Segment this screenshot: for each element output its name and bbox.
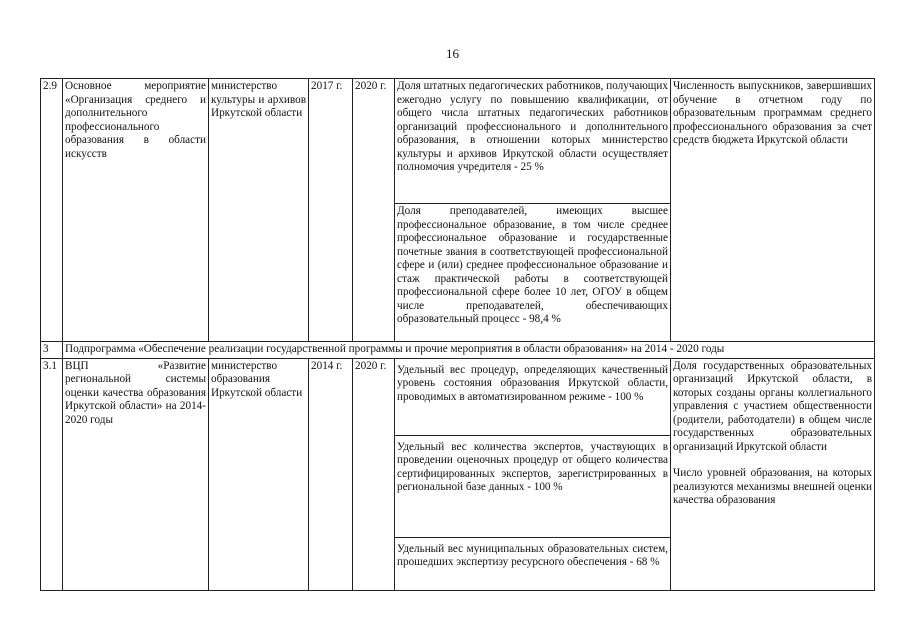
table-row bbox=[41, 358, 875, 435]
end-year: 2020 г. bbox=[353, 358, 395, 590]
page-number: 16 bbox=[446, 46, 459, 61]
start-year: 2014 г. bbox=[309, 358, 353, 590]
result-text: Число уровней образования, на которых реализуются механизмы внешней оценки качества образования bbox=[673, 467, 872, 506]
table-row bbox=[41, 79, 875, 204]
subprogram-title: Подпрограмма «Обеспечение реализации государственной программы и прочие мероприятия в области образования» на 2014 - 2020 годы bbox=[63, 342, 875, 359]
end-year: 2020 г. bbox=[353, 79, 395, 342]
table-row bbox=[41, 342, 875, 359]
indicator-cell: Удельный вес процедур, определяющих качественный уровень состояния образования Иркутской области, проводимых в автоматизированном режиме - 100 % bbox=[395, 358, 671, 435]
row-number: 2.9 bbox=[41, 79, 63, 342]
indicator-cell: Удельный вес муниципальных образовательных систем, прошедших экспертизу ресурсного обеспечения - 68 % bbox=[395, 537, 671, 590]
activity-name: Основное мероприятие «Организация среднего и дополнительного профессионального образования в области искусств bbox=[63, 79, 209, 342]
start-year: 2017 г. bbox=[309, 79, 353, 342]
result-text: Доля государственных образовательных организаций Иркутской области, в которых созданы органы коллегиального управления с участием общественности (родители, работодатели) в общем числе государственных образовательных организаций Иркутской области bbox=[673, 359, 872, 453]
result-cell: Численность выпускников, завершивших обучение в отчетном году по образовательным программам среднего профессионального образования за счет средств бюджета Иркутской области bbox=[671, 79, 875, 342]
activity-name: ВЦП «Развитие региональной системы оценки качества образования Иркутской области» на 2014-2020 годы bbox=[63, 358, 209, 590]
row-number: 3.1 bbox=[41, 358, 63, 590]
executor: министерство образования Иркутской области bbox=[209, 358, 309, 590]
program-table bbox=[40, 78, 875, 591]
indicator-cell: Удельный вес количества экспертов, участвующих в проведении оценочных процедур от общего количества сертифицированных экспертов, зарегистрированных в региональной базе данных - 100 % bbox=[395, 435, 671, 537]
result-cell bbox=[671, 358, 875, 590]
indicator-cell: Доля штатных педагогических работников, получающих ежегодно услугу по повышению квалификации, от общего числа штатных педагогических работников организаций профессионального и дополнительного образования, в отношении которых министерство культуры и архивов Иркутской области осуществляет полномочия учредителя - 25 % bbox=[395, 79, 671, 204]
executor: министерство культуры и архивов Иркутской области bbox=[209, 79, 309, 342]
row-number: 3 bbox=[41, 342, 63, 359]
indicator-cell: Доля преподавателей, имеющих высшее профессиональное образование, в том числе среднее профессиональное образование и государственные почетные звания в соответствующей профессиональной сфере и (или) среднее профессиональное образование и стаж практической работы в соответствующей профессиональной сфере более 10 лет, ОГОУ в общем числе преподавателей, обеспечивающих образовательный процесс - 98,4 % bbox=[395, 204, 671, 342]
